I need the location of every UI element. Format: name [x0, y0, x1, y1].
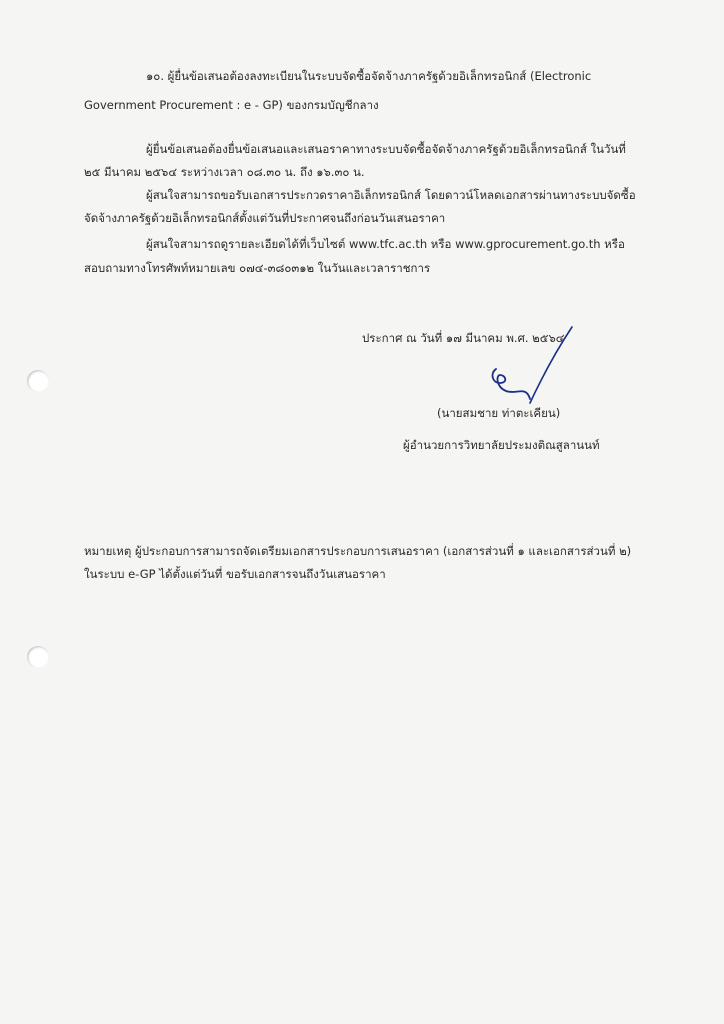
- paragraph-2-line-1: ผู้สนใจสามารถขอรับเอกสารประกวดราคาอิเล็กทรอนิกส์ โดยดาวน์โหลดเอกสารผ่านทางระบบจัดซื้อ: [146, 188, 636, 202]
- paragraph-1-line-2: ๒๕ มีนาคม ๒๕๖๔ ระหว่างเวลา ๐๘.๓๐ น. ถึง ๑๖.๓๐ น.: [84, 165, 365, 179]
- signer-name: (นายสมชาย ท่าตะเคียน): [437, 406, 561, 420]
- paragraph-3-line-1: ผู้สนใจสามารถดูรายละเอียดได้ที่เว็บไซต์ www.tfc.ac.th หรือ www.gprocurement.go.th หรือ: [146, 237, 625, 251]
- note-line-1: หมายเหตุ ผู้ประกอบการสามารถจัดเตรียมเอกสารประกอบการเสนอราคา (เอกสารส่วนที่ ๑ และเอกสารส่วนที่ ๒): [84, 544, 632, 558]
- announcement-date: ประกาศ ณ วันที่ ๑๗ มีนาคม พ.ศ. ๒๕๖๔: [362, 331, 565, 345]
- punch-hole-top: [27, 370, 49, 392]
- clause-line-1: ๑๐. ผู้ยื่นข้อเสนอต้องลงทะเบียนในระบบจัดซื้อจัดจ้างภาครัฐด้วยอิเล็กทรอนิกส์ (Electronic: [146, 69, 592, 83]
- punch-hole-bottom: [27, 646, 49, 668]
- signature-mark: [486, 325, 576, 410]
- paragraph-3-line-2: สอบถามทางโทรศัพท์หมายเลข ๐๗๔-๓๘๐๓๑๒ ในวันและเวลาราชการ: [84, 261, 431, 275]
- signer-position: ผู้อำนวยการวิทยาลัยประมงติณสูลานนท์: [403, 438, 600, 452]
- clause-line-2: Government Procurement : e - GP) ของกรมบัญชีกลาง: [84, 98, 379, 112]
- note-line-2: ในระบบ e-GP ได้ตั้งแต่วันที่ ขอรับเอกสารจนถึงวันเสนอราคา: [84, 567, 386, 581]
- paragraph-2-line-2: จัดจ้างภาครัฐด้วยอิเล็กทรอนิกส์ตั้งแต่วันที่ประกาศจนถึงก่อนวันเสนอราคา: [84, 211, 446, 225]
- paragraph-1-line-1: ผู้ยื่นข้อเสนอต้องยื่นข้อเสนอและเสนอราคาทางระบบจัดซื้อจัดจ้างภาครัฐด้วยอิเล็กทรอนิกส์ ในวันที่: [146, 142, 626, 156]
